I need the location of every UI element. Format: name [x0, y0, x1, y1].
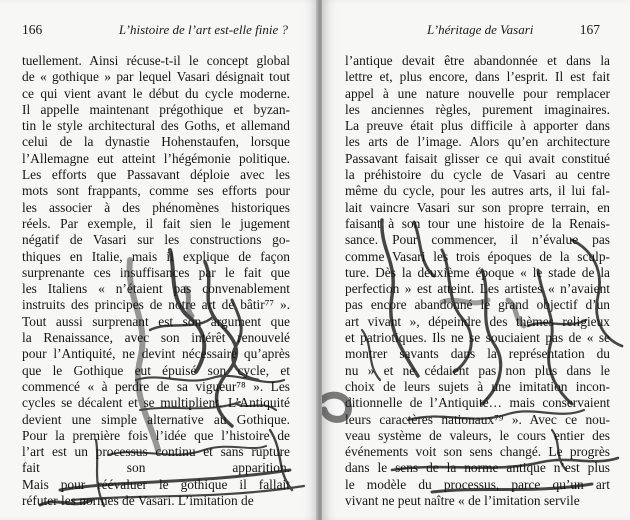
right-text-line: la préhistoire du cycle de Vasari au centre — [345, 167, 610, 183]
right-text-line: pas encore abandonné le grand objectif d’un — [345, 297, 610, 313]
right-text-line: le modèle du processus, parce qu’un art — [345, 476, 610, 492]
right-text-line: appel à une nature nouvelle pour remplacer — [345, 85, 610, 101]
right-text-line: l’antique devait être abandonnée et dans la — [345, 53, 610, 68]
left-text-line: devient une simple alternative au Gothique. — [22, 411, 290, 427]
left-text-line: Tout aussi surprenant est son argument que — [22, 313, 290, 329]
right-text-line: ture. Dès la deuxième époque « le stade de la — [345, 264, 610, 280]
right-text-line: les anciennes règles, purement imaginaires. — [345, 101, 610, 117]
right-page-number: 167 — [579, 22, 600, 37]
left-text-line: les Italiens « n’étaient pas convenablement — [22, 281, 290, 297]
right-text-line: perfection » est atteint. Les artistes « n’avaient — [345, 281, 610, 297]
right-text-line: vivant ne peut naître « de l’imitation servile — [345, 493, 580, 509]
right-text-line: Passavant faisait glisser ce qui avait constitué — [345, 150, 610, 166]
left-text-line: Pour la première fois l’idée que l’histoire de — [22, 427, 290, 443]
right-text-line: comme Vasari les trois époques de la sculp- — [345, 248, 610, 264]
right-text-line: lait vaincre Vasari sur son propre terrain, en — [345, 199, 610, 215]
left-text-line: thiques en Italie, mais il explique de façon — [22, 248, 290, 264]
left-text-line: tuellement. Ainsi récuse-t-il le concept global — [22, 53, 290, 68]
left-text-line: Mais pour réévaluer le gothique il fallait — [22, 476, 290, 492]
left-text-line: ce qui vient avant le début du cycle moderne. — [22, 85, 290, 101]
left-text-line: tin le style architectural des Goths, et allemand — [22, 118, 290, 134]
left-page-number: 166 — [22, 22, 43, 37]
right-text-line: leurs caractères nationaux⁷⁹ ». Avec ce nou- — [345, 411, 610, 427]
right-text-line: les arts de l’image. Alors qu’en architecture — [345, 134, 610, 150]
left-text-line: de « gothique » par lequel Vasari désignait tout — [22, 69, 290, 85]
left-text-line: l’Allemagne eut atteint l’hégémonie politique. — [22, 150, 290, 166]
left-text-line: les associer à des phénomènes historiques — [22, 199, 290, 215]
right-running-head: L’héritage de Vasari — [427, 22, 534, 37]
right-text-line: veau système de valeurs, le cours entier des — [345, 427, 610, 443]
left-page-header — [22, 22, 288, 38]
left-text-line: la Renaissance, avec son intérêt renouvelé — [22, 330, 290, 346]
left-running-head: L’histoire de l’art est-elle finie ? — [118, 22, 288, 37]
right-text-line: événements voit son sens changé. Le progrès — [345, 444, 610, 460]
right-text-line: sance. Pour commencer, il n’évalue pas — [345, 232, 610, 248]
left-text-line: fait son apparition. — [22, 460, 290, 476]
right-text-line: lettre et, plus encore, dans l’esprit. Il est fait — [345, 69, 610, 85]
left-text-line: pour l’Antiquité, ne devint nécessaire qu’après — [22, 346, 290, 362]
left-text-line: que le Gothique eut épuisé son cycle, et — [22, 362, 290, 378]
left-text-line: cycles se décalent et se multiplient. L’Antiquité — [22, 395, 290, 411]
right-text-line: même du cycle, pour les autres arts, il lui fal- — [345, 183, 610, 199]
left-text-line: Les efforts que Passavant déploie avec les — [22, 167, 290, 183]
left-text-line: instruits des principes de notre art de bâtir⁷⁷ ». — [22, 297, 290, 313]
left-text-line: surprenante ces insuffisances par le fait que — [22, 264, 290, 280]
left-text-line: mots sont frappants, comme ses efforts pour — [22, 183, 290, 199]
left-text-line: l’art est un processus continu et sans rupture — [22, 444, 290, 460]
left-text-line: réels. Par exemple, il fait sien le jugement — [22, 215, 290, 231]
right-text-line: montrer savants dans la représentation du — [345, 346, 610, 362]
right-text-line: dans le sens de la norme antique n’est plus — [345, 460, 610, 476]
right-text-line: La preuve était plus difficile à apporter dans — [345, 118, 610, 134]
right-page-header — [427, 22, 600, 38]
right-text-line: choix de leurs sujets à une imitation incon- — [345, 378, 610, 394]
left-text-line: celui de la dynastie Hohenstaufen, lorsque — [22, 134, 290, 150]
left-text-line: réfuter les normes de Vasari. L’imitation de — [22, 493, 254, 509]
right-text-line: ditionnelle de l’Antiquité… mais conservaient — [345, 395, 610, 411]
left-page-body — [22, 53, 290, 509]
right-text-line: nu » et ne cédaient pas non plus dans le — [345, 362, 610, 378]
right-text-line: art vivant », dépeindre des thèmes religieux — [345, 313, 610, 329]
left-text-line: négatif de Vasari sur les constructions go- — [22, 232, 290, 248]
left-text-line: Il appelle maintenant prégothique et byzan- — [22, 101, 290, 117]
left-text-line: commencé « à perdre de sa vigueur⁷⁸ ». Les — [22, 378, 290, 394]
right-text-line: faisant à son tour une histoire de la Renais- — [345, 215, 610, 231]
right-page — [322, 0, 630, 520]
right-page-body — [345, 53, 610, 509]
right-text-line: et patriotiques. Ils ne se souciaient pas de « se — [345, 330, 610, 346]
